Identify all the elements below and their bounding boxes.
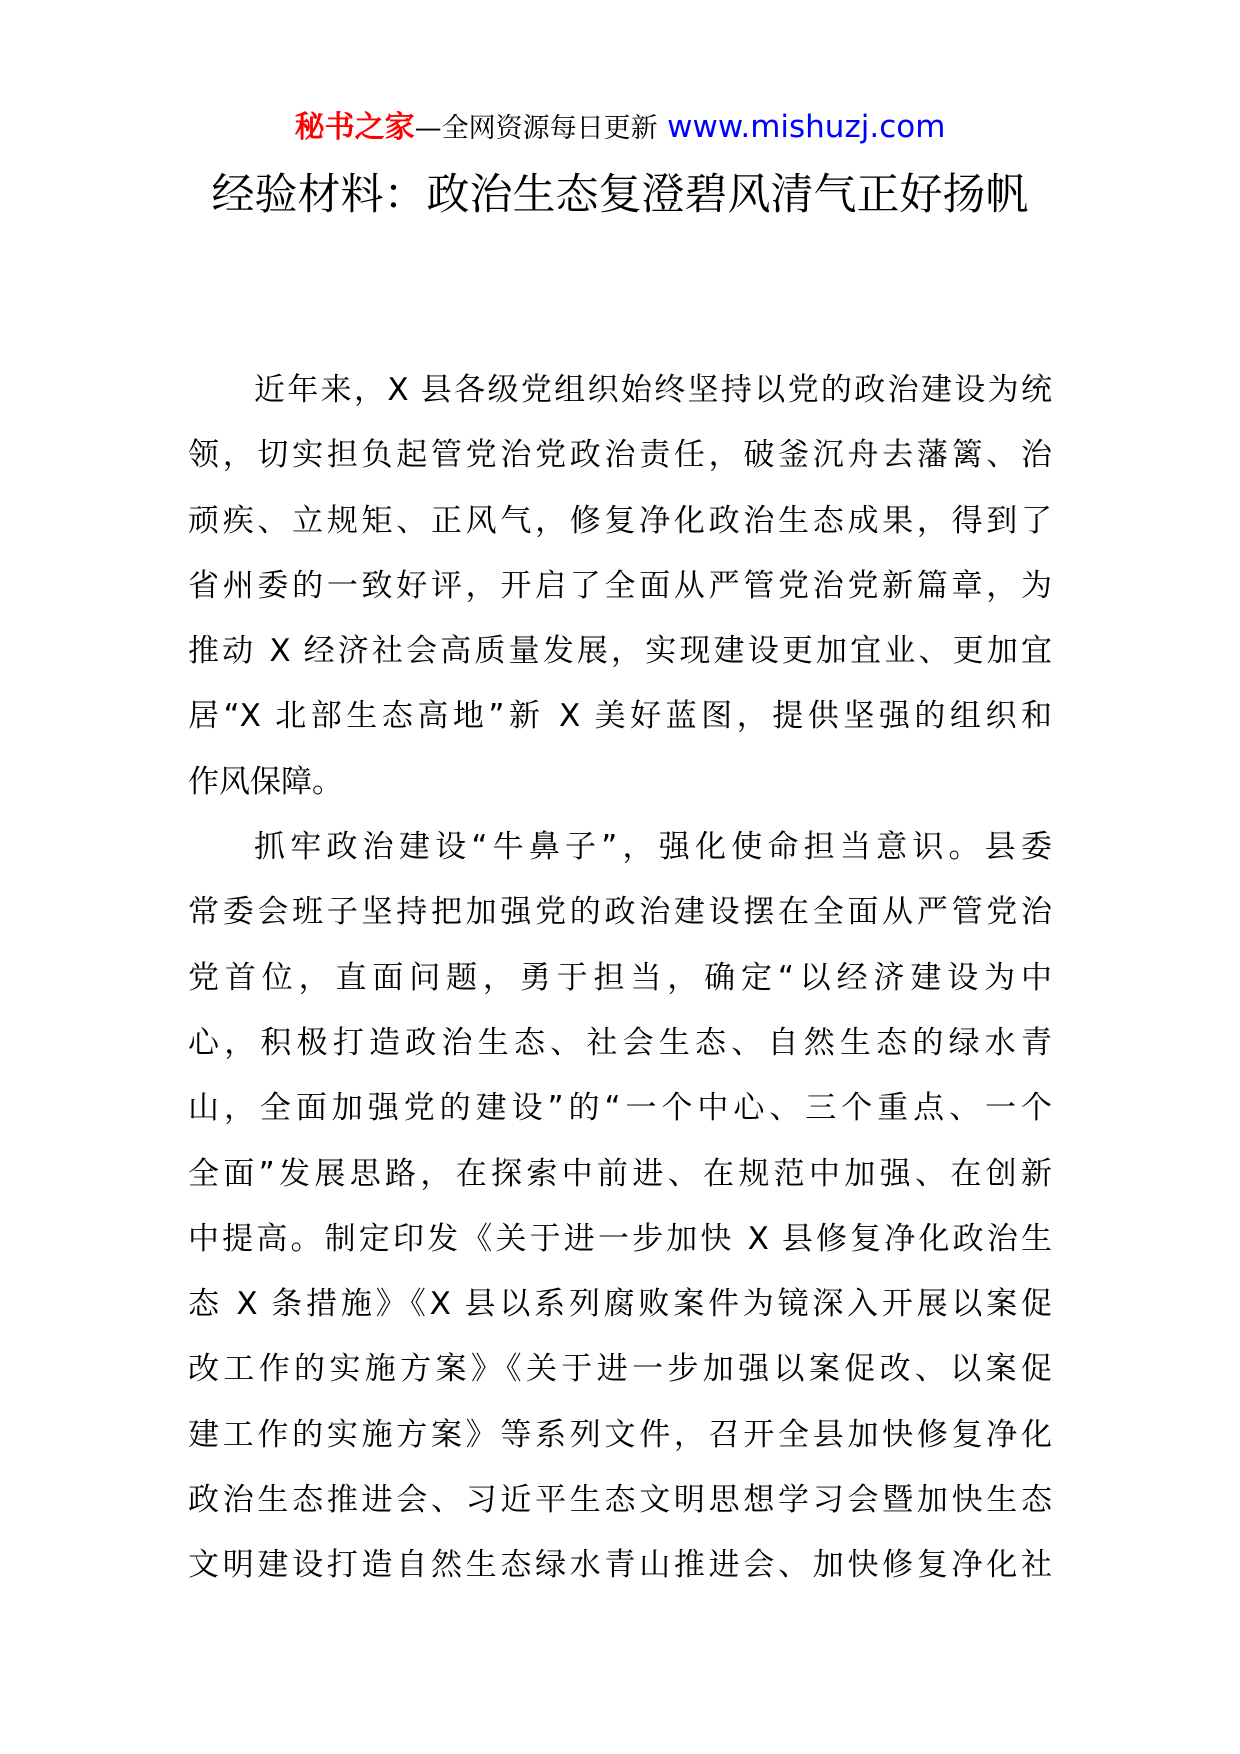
text-line: 态 X 条措施》《X 县以系列腐败案件为镜深入开展以案促 — [188, 1286, 1052, 1323]
text-line: 顽疾、立规矩、正风气，修复净化政治生态成果，得到了 — [188, 502, 1052, 539]
text-line: 近年来，X 县各级党组织始终坚持以党的政治建设为统 — [254, 372, 1052, 408]
text-line: 文明建设打造自然生态绿水青山推进会、加快修复净化社 — [188, 1547, 1052, 1584]
text-line: 山，全面加强党的建设”的“一个中心、三个重点、一个 — [188, 1090, 1052, 1127]
text-line: 全面”发展思路，在探索中前进、在规范中加强、在创新 — [188, 1155, 1052, 1192]
text-line: 抓牢政治建设“牛鼻子”，强化使命担当意识。县委 — [254, 829, 1052, 866]
text-line: 政治生态推进会、习近平生态文明思想学习会暨加快生态 — [188, 1482, 1052, 1519]
text-line: 改工作的实施方案》《关于进一步加强以案促改、以案促 — [188, 1351, 1052, 1388]
text-line: 领，切实担负起管党治党政治责任，破釜沉舟去藩篱、治 — [188, 437, 1052, 474]
text-line: 推动 X 经济社会高质量发展，实现建设更加宜业、更加宜 — [188, 633, 1052, 670]
text-line: 党首位，直面问题，勇于担当，确定“以经济建设为中 — [188, 959, 1052, 996]
slogan: —全网资源每日更新 — [414, 113, 658, 144]
watermark-header — [0, 102, 1240, 146]
text-line: 省州委的一致好评，开启了全面从严管党治党新篇章，为 — [188, 567, 1052, 604]
text-line: 常委会班子坚持把加强党的政治建设摆在全面从严管党治 — [188, 894, 1052, 931]
brand-name: 秘书之家 — [294, 110, 415, 145]
text-line: 作风保障。 — [188, 763, 343, 800]
text-line: 心，积极打造政治生态、社会生态、自然生态的绿水青 — [188, 1024, 1052, 1061]
text-line: 中提高。制定印发《关于进一步加快 X 县修复净化政治生 — [188, 1220, 1052, 1257]
document-title: 经验材料：政治生态复澄碧风清气正好扬帆 — [211, 170, 1029, 220]
text-line: 居“X 北部生态高地”新 X 美好蓝图，提供坚强的组织和 — [188, 698, 1052, 735]
document-body — [188, 358, 1052, 1599]
site-link[interactable]: www.mishuzj.com — [667, 109, 946, 145]
text-line: 建工作的实施方案》等系列文件，召开全县加快修复净化 — [188, 1416, 1052, 1453]
